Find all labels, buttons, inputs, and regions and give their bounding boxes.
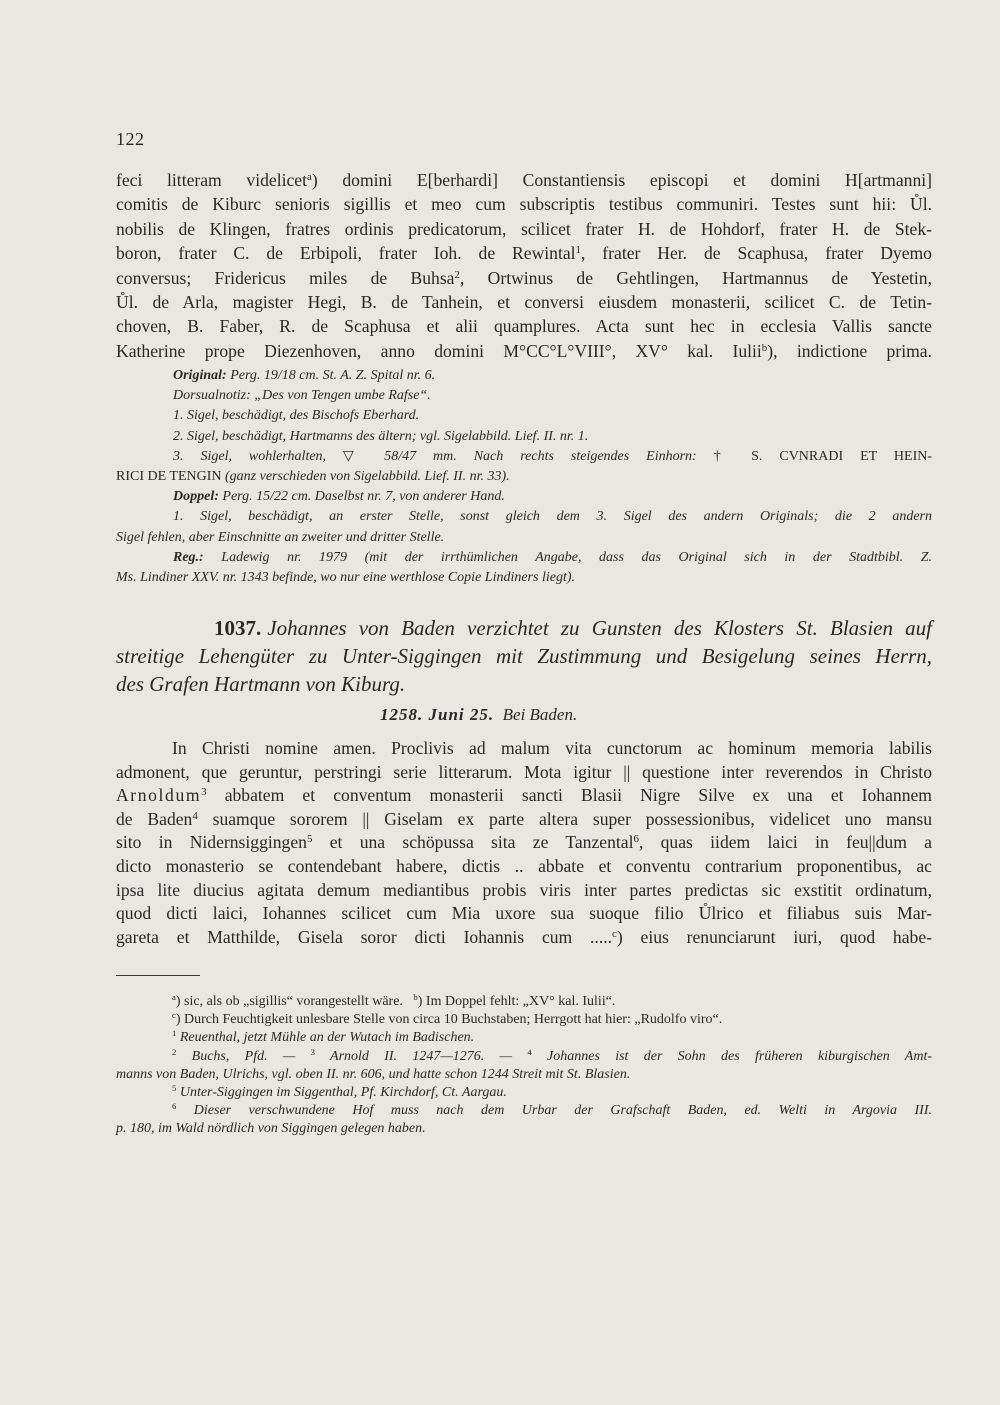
footnote-text: Dieser verschwundene Hof muss nach dem Urbar der Grafschaft Baden, ed. Welti in Argovia III. — [176, 1103, 932, 1119]
text-span: sito in Nidernsiggingen — [116, 832, 307, 853]
text-span: ) eius renunciarunt iuri, quod habe- — [616, 926, 932, 947]
footnote — [116, 1066, 932, 1084]
text-span: Arnoldum — [116, 785, 202, 806]
apparatus-dorsual — [116, 386, 932, 406]
footnote-mark: c — [172, 1010, 176, 1021]
heading-line — [116, 614, 932, 642]
text-line — [116, 926, 932, 950]
apparatus-text: „Des von Tengen umbe Rafse“. — [254, 388, 431, 404]
apparatus-text: Perg. 19/18 cm. St. A. Z. Spital nr. 6. — [230, 368, 436, 383]
label: Reg.: — [173, 549, 204, 565]
footnote-mark: 3 — [201, 786, 207, 799]
label: Doppel: — [173, 489, 219, 505]
apparatus-text: (ganz verschieden von Sigelabbild. Lief. II. nr. 33). — [221, 469, 510, 485]
apparatus-seal: 1. Sigel, beschädigt, an erster Stelle, sonst gleich dem 3. Sigel des andern Originals; die 2 andern — [173, 509, 932, 525]
text-span: Katherine prope Diezenhoven, anno domini M°CC°L°VIII°, XV° kal. Iulii — [116, 340, 762, 361]
main-text — [116, 168, 932, 363]
seal-inscription: † S. CVNRADI ET HEIN- — [713, 448, 932, 464]
footnote — [116, 993, 932, 1011]
text-line — [116, 808, 932, 832]
text-line — [116, 241, 932, 265]
heading-line: des Grafen Hartmann von Kiburg. — [116, 672, 406, 696]
text-span: ) domini E[berhardi] Constantiensis episcopi et domini H[artmanni] — [311, 170, 932, 190]
text-line: admonent, que geruntur, perstringi serie litterarum. Mota igitur || questione inter reverendos in Christo — [116, 761, 932, 782]
footnote-mark: a — [306, 171, 312, 183]
text-span: abbatem et conventum monasterii sancti Blasii Nigre Silve ex una et Iohannem — [206, 785, 932, 806]
footnote-mark: 5 — [306, 833, 313, 846]
apparatus-text: Perg. 15/22 cm. Daselbst nr. 7, von anderer Hand. — [222, 489, 505, 505]
text-line: nobilis de Klingen, fratres ordinis predicatorum, scilicet frater H. de Hohdorf, frater H. de Stek- — [116, 218, 932, 239]
apparatus-text: Ladewig nr. 1979 (mit der irrthümlichen Angabe, dass das Original sich in der Stadtbibl. Z. — [221, 549, 932, 565]
text-span: gareta et Matthilde, Gisela soror dicti Iohannis cum ..... — [116, 926, 613, 947]
text-span: feci litteram videlicet — [116, 170, 307, 190]
footnote-text: Unter-Siggingen im Siggenthal, Pf. Kirchdorf, Ct. Aargau. — [176, 1085, 507, 1101]
footnote-mark: 1 — [575, 244, 581, 257]
label: Dorsualnotiz: — [173, 388, 251, 404]
text-span: suamque sororem || Giselam ex parte altera super possessionibus, videlicet uno mansu — [197, 808, 933, 829]
apparatus-reg — [116, 548, 932, 568]
footnote-mark: b — [761, 341, 768, 354]
apparatus-text: 3. Sigel, wohlerhalten, ▽ 58/47 mm. Nach rechts steigendes Einhorn: — [173, 448, 714, 464]
footnote-rule — [116, 975, 200, 976]
label: Original: — [173, 368, 227, 383]
apparatus-original — [116, 366, 932, 386]
charter-heading — [116, 614, 932, 698]
text-line — [116, 339, 932, 363]
footnote-text: Arnold II. 1247—1276. — — [315, 1048, 528, 1064]
text-span: de Baden — [116, 808, 193, 829]
charter-date: 1258. Juni 25. — [380, 705, 495, 724]
text-line — [116, 784, 932, 808]
critical-apparatus — [116, 366, 932, 588]
footnote-mark: 6 — [172, 1101, 177, 1112]
apparatus-reg: Ms. Lindiner XXV. nr. 1343 befinde, wo nur eine werthlose Copie Lindiners liegt). — [116, 570, 575, 586]
text-span: boron, frater C. de Erbipoli, frater Ioh. de Rewintal — [116, 243, 576, 264]
text-line: dicto monasterio se contendebant habere, dictis .. abbate et conventu contrarium proponentibus, ac — [116, 855, 932, 876]
text-line: choven, B. Faber, R. de Scaphusa et alii quamplures. Acta sunt hec in ecclesia Vallis sancte — [116, 316, 932, 337]
charter-dateline — [380, 705, 780, 725]
page-number: 122 — [116, 129, 145, 149]
footnote — [116, 1029, 932, 1047]
text-line: comitis de Kiburc senioris sigillis et meo cum subscriptis testibus communiri. Testes sunt hii: Ůl. — [116, 194, 932, 215]
footnote-mark: 5 — [172, 1083, 177, 1094]
apparatus-seal: 1. Sigel, beschädigt, des Bischofs Eberhard. — [173, 408, 420, 424]
text-line: quod dicti laici, Iohannes scilicet cum Mia uxore sua suoque filio Ůlrico et filiabus suis Mar- — [116, 903, 932, 924]
charter-title: Johannes von Baden verzichtet zu Gunsten des Klosters St. Blasien auf — [267, 616, 932, 640]
heading-line: streitige Lehengüter zu Unter-Siggingen mit Zustimmung und Besigelung seines Herrn, — [116, 644, 932, 668]
text-span: ), indictione prima. — [767, 340, 932, 361]
footnote-text: p. 180, im Wald nördlich von Siggingen gelegen haben. — [116, 1121, 426, 1137]
footnote-mark: 3 — [310, 1046, 315, 1057]
footnote-text: ) sic, als ob „sigillis“ vorangestellt wäre. — [175, 994, 403, 1009]
text-line: ipsa lite diucius agitata demum mediantibus probis viris inter partes predictas sic exstitit ordinatum, — [116, 879, 932, 900]
apparatus-seal: Sigel fehlen, aber Einschnitte an zweiter und dritter Stelle. — [116, 529, 445, 545]
seal-inscription: RICI DE TENGIN — [116, 469, 222, 485]
footnote-mark: 2 — [172, 1046, 177, 1057]
text-span: , Ortwinus de Gehtlingen, Hartmannus de Yestetin, — [459, 267, 932, 288]
footnote-text: Johannes ist der Sohn des früheren kiburgischen Amt- — [531, 1048, 933, 1064]
footnote-text: Reuenthal, jetzt Mühle an der Wutach im Badischen. — [176, 1030, 475, 1046]
text-line — [116, 168, 932, 192]
apparatus-seal: 2. Sigel, beschädigt, Hartmanns des ältern; vgl. Sigelabbild. Lief. II. nr. 1. — [173, 428, 589, 444]
footnote — [116, 1048, 932, 1066]
footnote — [116, 1011, 932, 1029]
text-span: , frater Her. de Scaphusa, frater Dyemo — [581, 243, 932, 264]
footnotes — [116, 993, 932, 1139]
footnote-mark: b — [413, 992, 418, 1003]
charter-body — [116, 737, 932, 949]
footnote — [116, 1084, 932, 1102]
footnote-mark: a — [172, 992, 176, 1003]
text-span: conversus; Fridericus miles de Buhsa — [116, 267, 455, 288]
footnote-text: ) Im Doppel fehlt: „XV° kal. Iulii“. — [417, 994, 616, 1009]
text-line: Ůl. de Arla, magister Hegi, B. de Tanhein, et conversi eiusdem monasterii, scilicet C. de Tetin- — [116, 292, 932, 313]
apparatus-seal — [116, 467, 932, 487]
footnote — [116, 1102, 932, 1120]
text-span: et una schöpussa sita ze Tanzental — [312, 832, 634, 853]
apparatus-seal — [116, 447, 932, 467]
footnote-mark: 2 — [454, 268, 460, 281]
footnote — [116, 1120, 932, 1138]
text-line: In Christi nomine amen. Proclivis ad malum vita cunctorum ac hominum memoria labilis — [172, 738, 932, 758]
footnote-mark: 4 — [192, 809, 198, 822]
charter-place: Bei Baden. — [502, 705, 578, 724]
footnote-mark: 6 — [633, 833, 639, 846]
text-span: , quas iidem laici in feu||dum a — [638, 832, 932, 853]
footnote-mark: 4 — [527, 1046, 532, 1057]
footnote-mark: c — [612, 927, 617, 940]
text-line — [116, 831, 932, 855]
footnote-text: Buchs, Pfd. — — [176, 1048, 311, 1064]
footnote-text: ) Durch Feuchtigkeit unlesbare Stelle von circa 10 Buchstaben; Herrgott hat hier: „Rudolfo viro“. — [175, 1012, 723, 1028]
footnote-mark: 1 — [172, 1028, 177, 1039]
text-line — [116, 266, 932, 290]
footnote-text: manns von Baden, Ulrichs, vgl. oben II. nr. 606, und hatte schon 1244 Streit mit St. Blasien. — [116, 1066, 631, 1082]
charter-number: 1037. — [214, 616, 262, 640]
apparatus-doppel — [116, 487, 932, 507]
